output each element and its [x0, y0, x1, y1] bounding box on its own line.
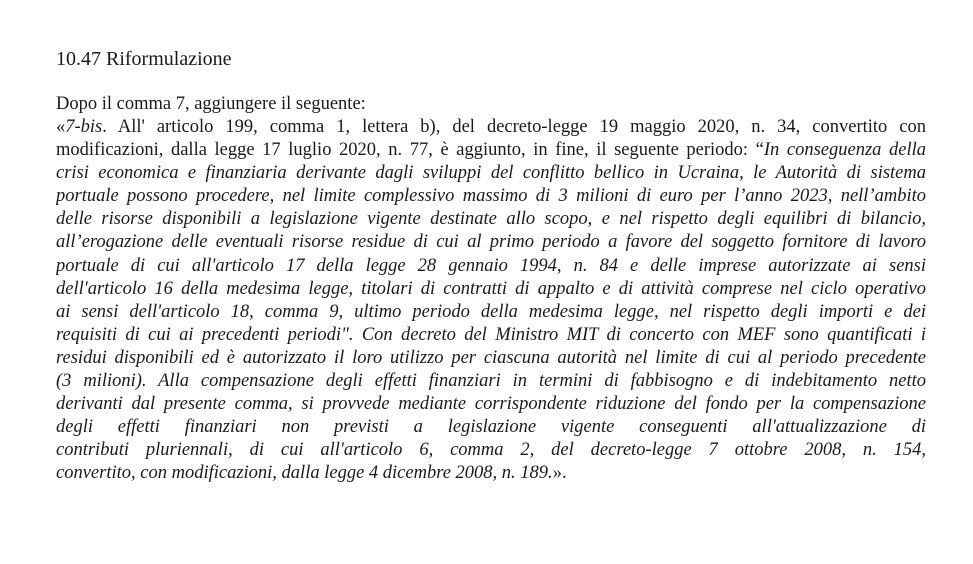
italic-text-segment: all’erogazione delle eventuali risorse residue di cui al primo periodo a favore del soggetto fornitore di lavoro [56, 232, 926, 253]
text-line [56, 370, 926, 393]
text-line [56, 462, 926, 485]
text-line [56, 116, 926, 139]
italic-text-segment: degli effetti finanziari non previsti a legislazione vigente conseguenti all'attualizzazione di [56, 417, 926, 438]
text-line [56, 301, 926, 324]
text-line [56, 416, 926, 439]
italic-text-segment: dell'articolo 16 della medesima legge, titolari di contratti di appalto e di attività comprese nel ciclo operativo [56, 278, 926, 299]
text-segment: ». [552, 463, 567, 484]
italic-text-segment: requisiti di cui ai precedenti periodi". Con decreto del Ministro MIT di concerto con MEF sono quantificati i [56, 324, 926, 345]
text-line [56, 278, 926, 301]
text-line [56, 208, 926, 231]
text-line [56, 185, 926, 208]
italic-text-segment: residui disponibili ed è autorizzato il loro utilizzo per ciascuna autorità nel limite di cui al periodo precedente [56, 347, 926, 368]
text-line [56, 139, 926, 162]
italic-text-segment: delle risorse disponibili a legislazione vigente destinate allo scopo, e nel rispetto degli equilibri di bilancio, [56, 209, 926, 230]
text-segment: « [56, 117, 66, 137]
italic-text-segment: contributi pluriennali, di cui all'articolo 6, comma 2, del decreto-legge 7 ottobre 2008, n. 154, [56, 440, 926, 461]
text-line [56, 393, 926, 416]
text-line [56, 255, 926, 278]
text-line [56, 231, 926, 254]
italic-text-segment: In conseguenza della [763, 140, 926, 161]
section-title: 10.47 Riformulazione [56, 48, 232, 70]
italic-text-segment: crisi economica e finanziaria derivante dagli sviluppi del conflitto bellico in Ucraina, le Autorità di sistema [56, 163, 926, 184]
italic-text-segment: ai sensi dell'articolo 18, comma 9, ultimo periodo della medesima legge, nel rispetto degli importi e dei [56, 301, 926, 322]
italic-text-segment: 7-bis [65, 117, 103, 137]
text-segment: modificazioni, dalla legge 17 luglio 2020, n. 77, è aggiunto, in fine, il seguente periodo: “ [56, 140, 764, 161]
amendment-text [56, 116, 926, 486]
italic-text-segment: derivanti dal presente comma, si provvede mediante corrispondente riduzione del fondo per la compensazione [56, 394, 926, 415]
text-line [56, 347, 926, 370]
text-line [56, 162, 926, 185]
intro-text: Dopo il comma 7, aggiungere il seguente: [56, 94, 366, 114]
italic-text-segment: convertito, con modificazioni, dalla legge 4 dicembre 2008, n. 189. [56, 463, 553, 484]
text-segment: . All' articolo 199, comma 1, lettera b), del decreto-legge 19 maggio 2020, n. 34, convertito con [102, 117, 926, 137]
italic-text-segment: portuale possono procedere, nel limite complessivo massimo di 3 milioni di euro per l’anno 2023, nell’ambito [56, 186, 926, 207]
text-line [56, 324, 926, 347]
text-line [56, 439, 926, 462]
italic-text-segment: portuale di cui all'articolo 17 della legge 28 gennaio 1994, n. 84 e delle imprese autorizzate ai sensi [56, 255, 926, 276]
italic-text-segment: (3 milioni). Alla compensazione degli effetti finanziari in termini di fabbisogno e di indebitamento netto [56, 371, 926, 392]
